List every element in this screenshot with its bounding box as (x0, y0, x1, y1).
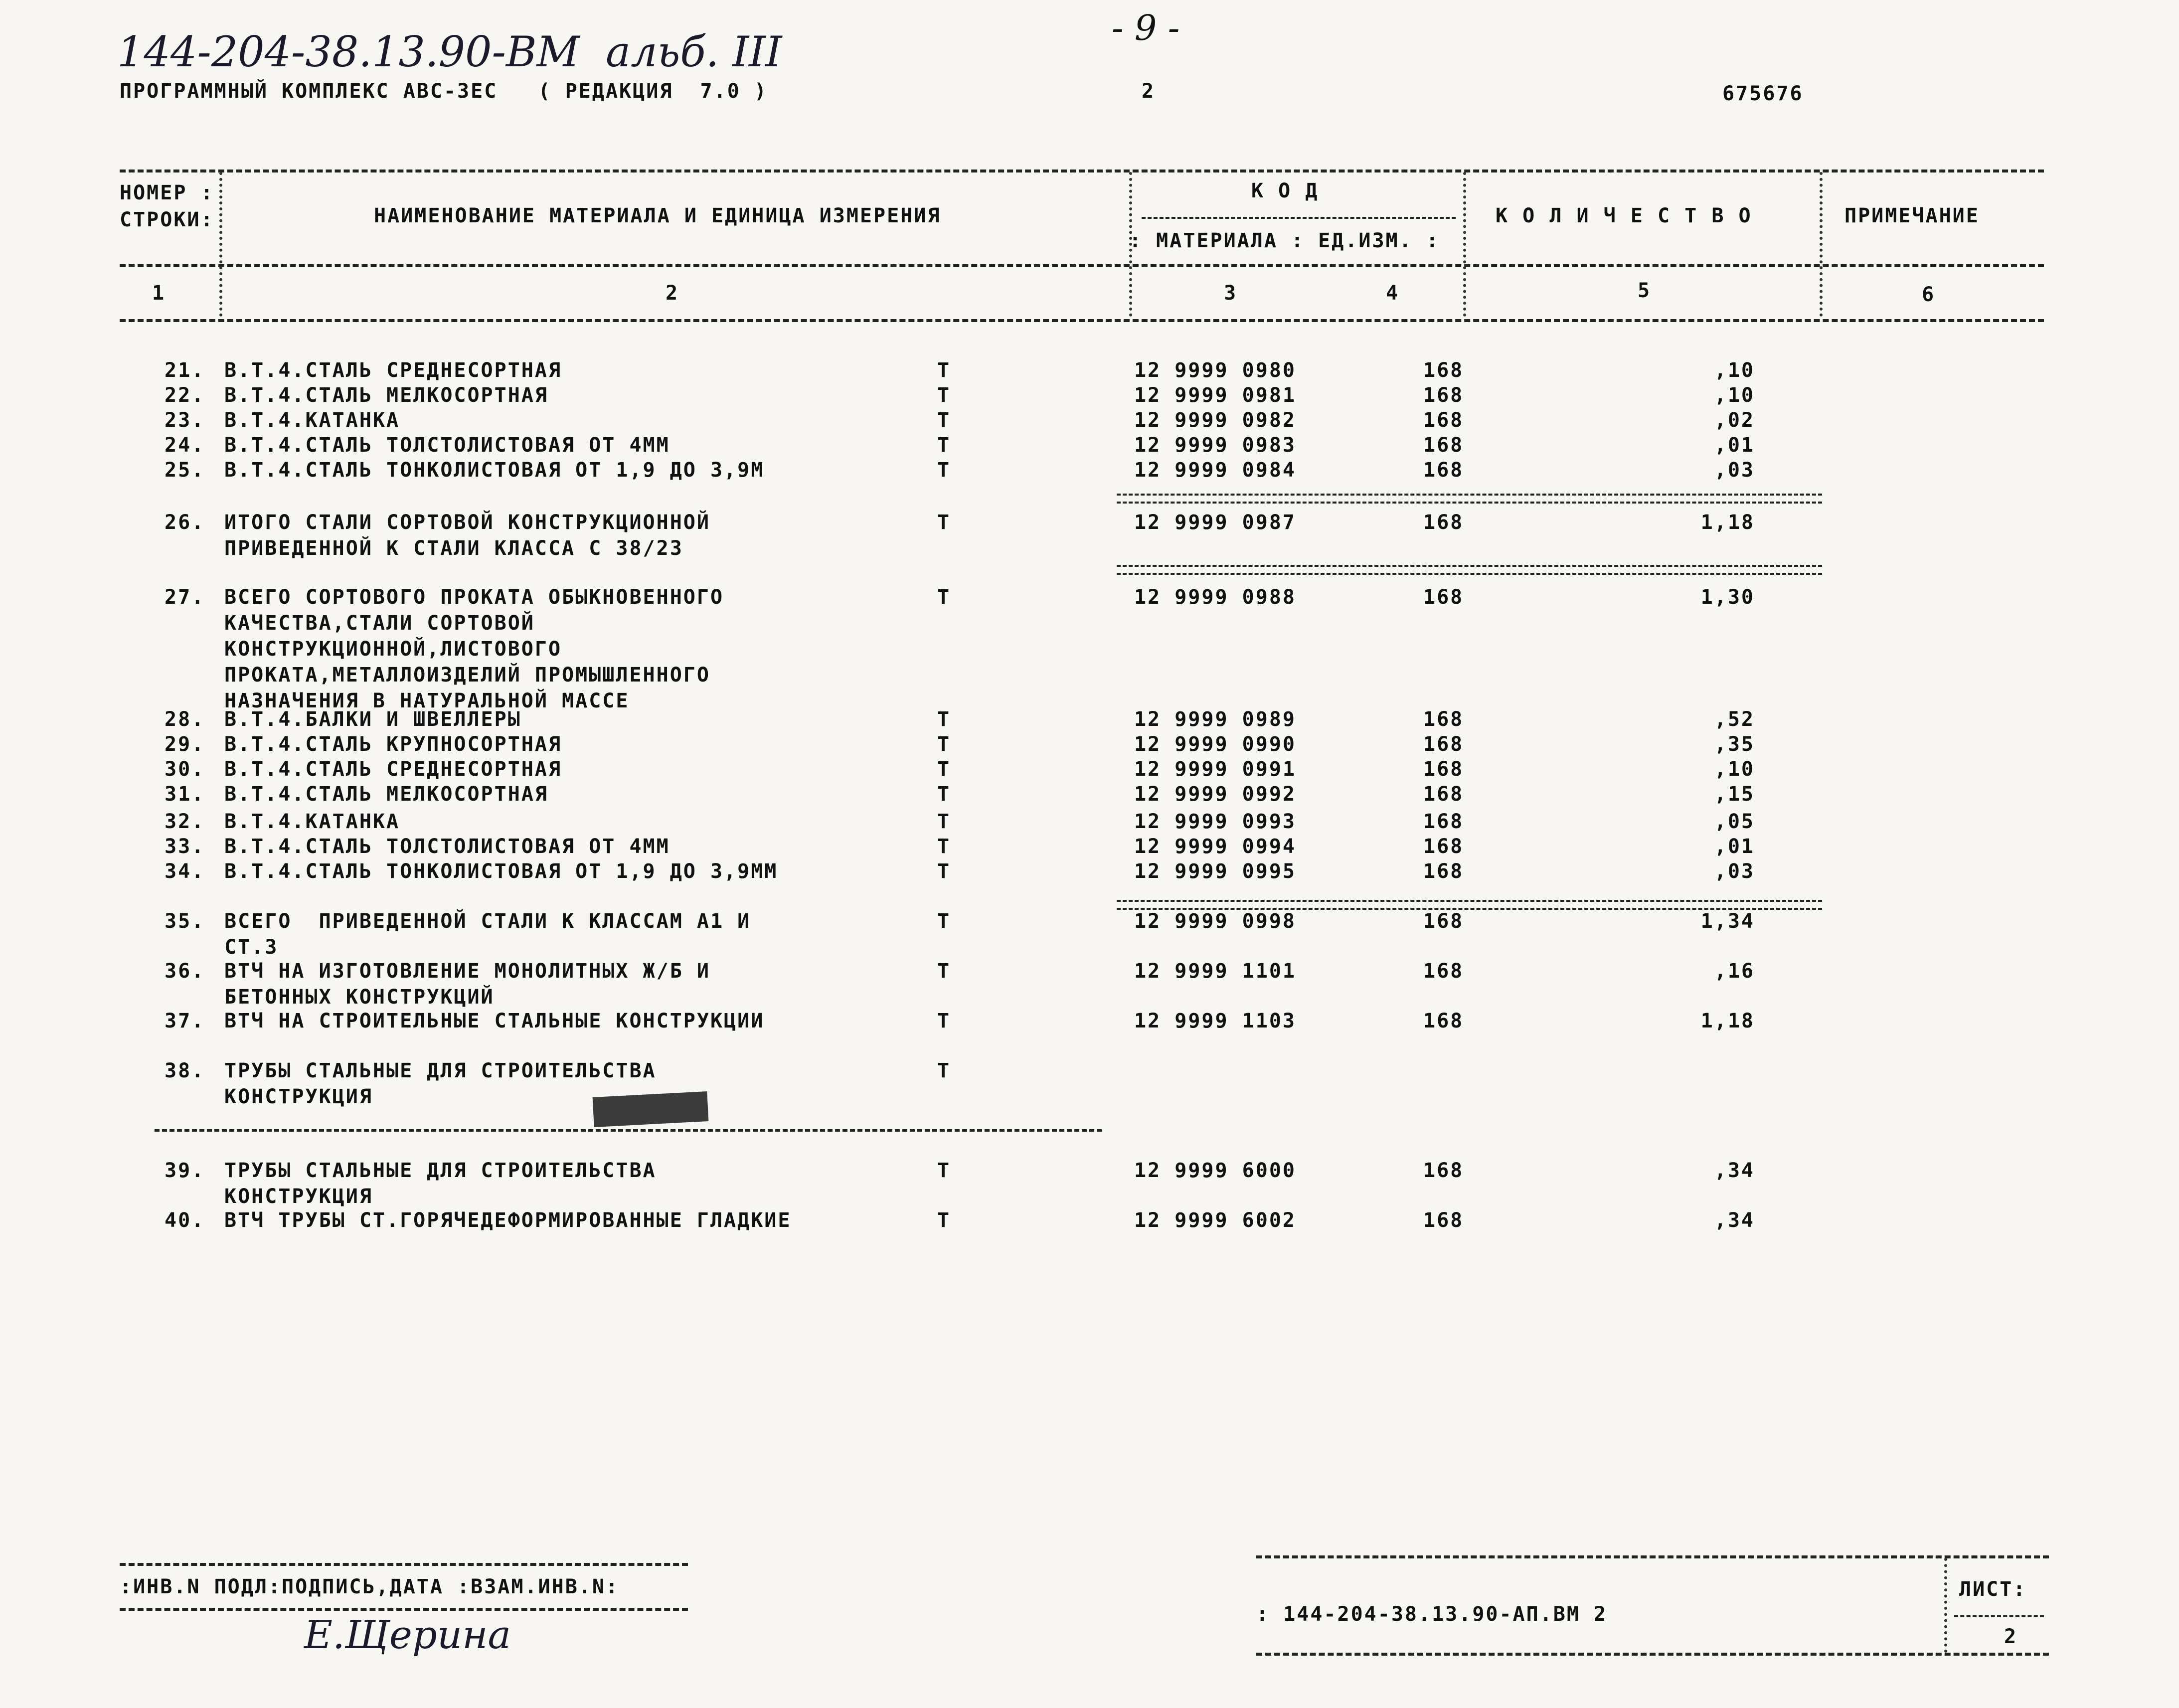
material-code: 12 9999 0988 (1134, 586, 1296, 609)
material-name-line: В.Т.4.СТАЛЬ ТОНКОЛИСТОВАЯ ОТ 1,9 ДО 3,9ММ (224, 860, 778, 883)
unit-code: 168 (1423, 1209, 1464, 1232)
unit-cell: Т (937, 1159, 951, 1182)
unit-cell: Т (937, 384, 951, 407)
unit-cell: Т (937, 835, 951, 858)
material-name-line: ПРИВЕДЕННОЙ К СТАЛИ КЛАССА С 38/23 (224, 537, 683, 560)
material-name-line: ТРУБЫ СТАЛЬНЫЕ ДЛЯ СТРОИТЕЛЬСТВА (224, 1159, 657, 1182)
unit-code: 168 (1423, 810, 1464, 833)
quantity-value: ,34 (1714, 1159, 1755, 1182)
footer-sheet-label: ЛИСТ: (1959, 1578, 2027, 1601)
col-number-1: 1 (152, 282, 166, 305)
row-number: 29. (165, 733, 205, 756)
material-code: 12 9999 1101 (1134, 960, 1296, 983)
material-code: 12 9999 6000 (1134, 1159, 1296, 1182)
header-material-unit: : МАТЕРИАЛА : ЕД.ИЗМ. : (1129, 229, 1440, 252)
unit-cell: Т (937, 586, 951, 609)
unit-cell: Т (937, 860, 951, 883)
col-number-2: 2 (666, 282, 679, 305)
row-number: 28. (165, 708, 205, 731)
material-code: 12 9999 0982 (1134, 409, 1296, 432)
row-number: 36. (165, 960, 205, 983)
material-code: 12 9999 0980 (1134, 359, 1296, 382)
row-number: 30. (165, 758, 205, 781)
row-number: 32. (165, 810, 205, 833)
material-code: 12 9999 6002 (1134, 1209, 1296, 1232)
unit-cell: Т (937, 708, 951, 731)
row-number: 34. (165, 860, 205, 883)
unit-code: 168 (1423, 910, 1464, 933)
doc-number: 675676 (1722, 82, 1804, 105)
material-code: 12 9999 0981 (1134, 384, 1296, 407)
material-name-line: ПРОКАТА,МЕТАЛЛОИЗДЕЛИЙ ПРОМЫШЛЕННОГО (224, 664, 710, 686)
material-code: 12 9999 0993 (1134, 810, 1296, 833)
quantity-value: 1,34 (1700, 910, 1755, 933)
material-code: 12 9999 0983 (1134, 434, 1296, 457)
quantity-value: ,52 (1714, 708, 1755, 731)
material-code: 12 9999 0984 (1134, 459, 1296, 482)
material-code: 12 9999 0987 (1134, 511, 1296, 534)
unit-cell: Т (937, 960, 951, 983)
unit-code: 168 (1423, 384, 1464, 407)
col-number-5: 5 (1638, 279, 1652, 302)
sheet-number: 2 (1142, 80, 1156, 103)
unit-code: 168 (1423, 434, 1464, 457)
quantity-value: ,10 (1714, 758, 1755, 781)
quantity-value: ,05 (1714, 810, 1755, 833)
quantity-value: ,34 (1714, 1209, 1755, 1232)
row-number: 40. (165, 1209, 205, 1232)
material-name-line: В.Т.4.БАЛКИ И ШВЕЛЛЕРЫ (224, 708, 521, 731)
unit-code: 168 (1423, 459, 1464, 482)
footer-sheet-value: 2 (2004, 1625, 2018, 1648)
unit-code: 168 (1423, 409, 1464, 432)
unit-code: 168 (1423, 783, 1464, 806)
header-material-name: НАИМЕНОВАНИЕ МАТЕРИАЛА И ЕДИНИЦА ИЗМЕРЕНИЯ (374, 204, 941, 227)
unit-code: 168 (1423, 860, 1464, 883)
material-code: 12 9999 0995 (1134, 860, 1296, 883)
row-number: 25. (165, 459, 205, 482)
material-name-line: ТРУБЫ СТАЛЬНЫЕ ДЛЯ СТРОИТЕЛЬСТВА (224, 1059, 657, 1082)
material-code: 12 9999 0998 (1134, 910, 1296, 933)
unit-cell: Т (937, 758, 951, 781)
row-number: 38. (165, 1059, 205, 1082)
quantity-value: ,03 (1714, 459, 1755, 482)
row-number: 31. (165, 783, 205, 806)
unit-code: 168 (1423, 758, 1464, 781)
ink-smudge (593, 1091, 709, 1127)
material-name-line: В.Т.4.СТАЛЬ ТОЛСТОЛИСТОВАЯ ОТ 4ММ (224, 434, 670, 457)
material-name-line: ВТЧ ТРУБЫ СТ.ГОРЯЧЕДЕФОРМИРОВАННЫЕ ГЛАДКИЕ (224, 1209, 792, 1232)
unit-cell: Т (937, 1059, 951, 1082)
material-name-line: В.Т.4.СТАЛЬ ТОЛСТОЛИСТОВАЯ ОТ 4ММ (224, 835, 670, 858)
material-name-line: В.Т.4.СТАЛЬ КРУПНОСОРТНАЯ (224, 733, 562, 756)
quantity-value: ,02 (1714, 409, 1755, 432)
material-code: 12 9999 0991 (1134, 758, 1296, 781)
quantity-value: ,16 (1714, 960, 1755, 983)
unit-code: 168 (1423, 1010, 1464, 1032)
unit-cell: Т (937, 434, 951, 457)
material-name-line: В.Т.4.КАТАНКА (224, 810, 400, 833)
material-name-line: В.Т.4.СТАЛЬ ТОНКОЛИСТОВАЯ ОТ 1,9 ДО 3,9М (224, 459, 765, 482)
unit-cell: Т (937, 409, 951, 432)
unit-code: 168 (1423, 1159, 1464, 1182)
material-code: 12 9999 0992 (1134, 783, 1296, 806)
material-name-line: В.Т.4.СТАЛЬ СРЕДНЕСОРТНАЯ (224, 758, 562, 781)
material-name-line: ВТЧ НА СТРОИТЕЛЬНЫЕ СТАЛЬНЫЕ КОНСТРУКЦИИ (224, 1010, 765, 1032)
unit-cell: Т (937, 910, 951, 933)
unit-code: 168 (1423, 586, 1464, 609)
row-number: 26. (165, 511, 205, 534)
quantity-value: 1,18 (1700, 1010, 1755, 1032)
header-row-number: НОМЕР : СТРОКИ: (120, 181, 214, 231)
row-number: 22. (165, 384, 205, 407)
row-number: 23. (165, 409, 205, 432)
material-name-line: БЕТОННЫХ КОНСТРУКЦИЙ (224, 986, 495, 1009)
row-number: 37. (165, 1010, 205, 1032)
material-name-line: НАЗНАЧЕНИЯ В НАТУРАЛЬНОЙ МАССЕ (224, 689, 630, 712)
program-title: ПРОГРАММНЫЙ КОМПЛЕКС АВС-3ЕС ( РЕДАКЦИЯ 7.0 ) (120, 80, 768, 103)
handwritten-doc-code: 144-204-38.13.90-ВМ (117, 27, 580, 76)
col-number-6: 6 (1922, 283, 1936, 306)
quantity-value: ,15 (1714, 783, 1755, 806)
unit-cell: Т (937, 359, 951, 382)
material-name-line: В.Т.4.СТАЛЬ МЕЛКОСОРТНАЯ (224, 384, 548, 407)
material-code: 12 9999 0989 (1134, 708, 1296, 731)
row-number: 39. (165, 1159, 205, 1182)
col-number-4: 4 (1386, 282, 1400, 305)
unit-code: 168 (1423, 708, 1464, 731)
material-code: 12 9999 0994 (1134, 835, 1296, 858)
material-name-line: В.Т.4.СТАЛЬ СРЕДНЕСОРТНАЯ (224, 359, 562, 382)
row-number: 33. (165, 835, 205, 858)
page-number: - 9 - (1112, 7, 1180, 48)
unit-cell: Т (937, 459, 951, 482)
material-name-line: СТ.3 (224, 936, 279, 959)
quantity-value: ,35 (1714, 733, 1755, 756)
unit-code: 168 (1423, 733, 1464, 756)
material-code: 12 9999 1103 (1134, 1010, 1296, 1032)
unit-code: 168 (1423, 960, 1464, 983)
header-note: ПРИМЕЧАНИЕ (1844, 204, 1980, 227)
signature: Е.Щерина (304, 1613, 511, 1658)
unit-cell: Т (937, 733, 951, 756)
material-name-line: КОНСТРУКЦИОННОЙ,ЛИСТОВОГО (224, 638, 562, 661)
row-number: 35. (165, 910, 205, 933)
material-name-line: ВСЕГО СОРТОВОГО ПРОКАТА ОБЫКНОВЕННОГО (224, 586, 724, 609)
unit-code: 168 (1423, 511, 1464, 534)
quantity-value: ,01 (1714, 835, 1755, 858)
quantity-value: 1,30 (1700, 586, 1755, 609)
quantity-value: ,03 (1714, 860, 1755, 883)
material-code: 12 9999 0990 (1134, 733, 1296, 756)
quantity-value: ,10 (1714, 384, 1755, 407)
unit-cell: Т (937, 1010, 951, 1032)
material-name-line: ВСЕГО ПРИВЕДЕННОЙ СТАЛИ К КЛАССАМ А1 И (224, 910, 751, 933)
unit-cell: Т (937, 1209, 951, 1232)
material-name-line: КОНСТРУКЦИЯ (224, 1085, 373, 1108)
unit-code: 168 (1423, 835, 1464, 858)
material-name-line: ИТОГО СТАЛИ СОРТОВОЙ КОНСТРУКЦИОННОЙ (224, 511, 710, 534)
footer-labels: :ИНВ.N ПОДЛ:ПОДПИСЬ,ДАТА :ВЗАМ.ИНВ.N: (120, 1575, 620, 1598)
quantity-value: 1,18 (1700, 511, 1755, 534)
row-number: 27. (165, 586, 205, 609)
unit-cell: Т (937, 511, 951, 534)
handwritten-album: альб. III (606, 27, 782, 76)
unit-code: 168 (1423, 359, 1464, 382)
material-name-line: КАЧЕСТВА,СТАЛИ СОРТОВОЙ (224, 612, 535, 635)
material-name-line: В.Т.4.СТАЛЬ МЕЛКОСОРТНАЯ (224, 783, 548, 806)
unit-cell: Т (937, 810, 951, 833)
row-number: 24. (165, 434, 205, 457)
header-quantity: К О Л И Ч Е С Т В О (1496, 204, 1752, 227)
material-name-line: ВТЧ НА ИЗГОТОВЛЕНИЕ МОНОЛИТНЫХ Ж/Б И (224, 960, 710, 983)
material-name-line: В.Т.4.КАТАНКА (224, 409, 400, 432)
unit-cell: Т (937, 783, 951, 806)
material-name-line: КОНСТРУКЦИЯ (224, 1185, 373, 1208)
header-code: К О Д (1251, 179, 1319, 202)
footer-doc-code: : 144-204-38.13.90-АП.ВМ 2 (1256, 1603, 1608, 1626)
quantity-value: ,01 (1714, 434, 1755, 457)
quantity-value: ,10 (1714, 359, 1755, 382)
col-number-3: 3 (1224, 282, 1238, 305)
row-number: 21. (165, 359, 205, 382)
